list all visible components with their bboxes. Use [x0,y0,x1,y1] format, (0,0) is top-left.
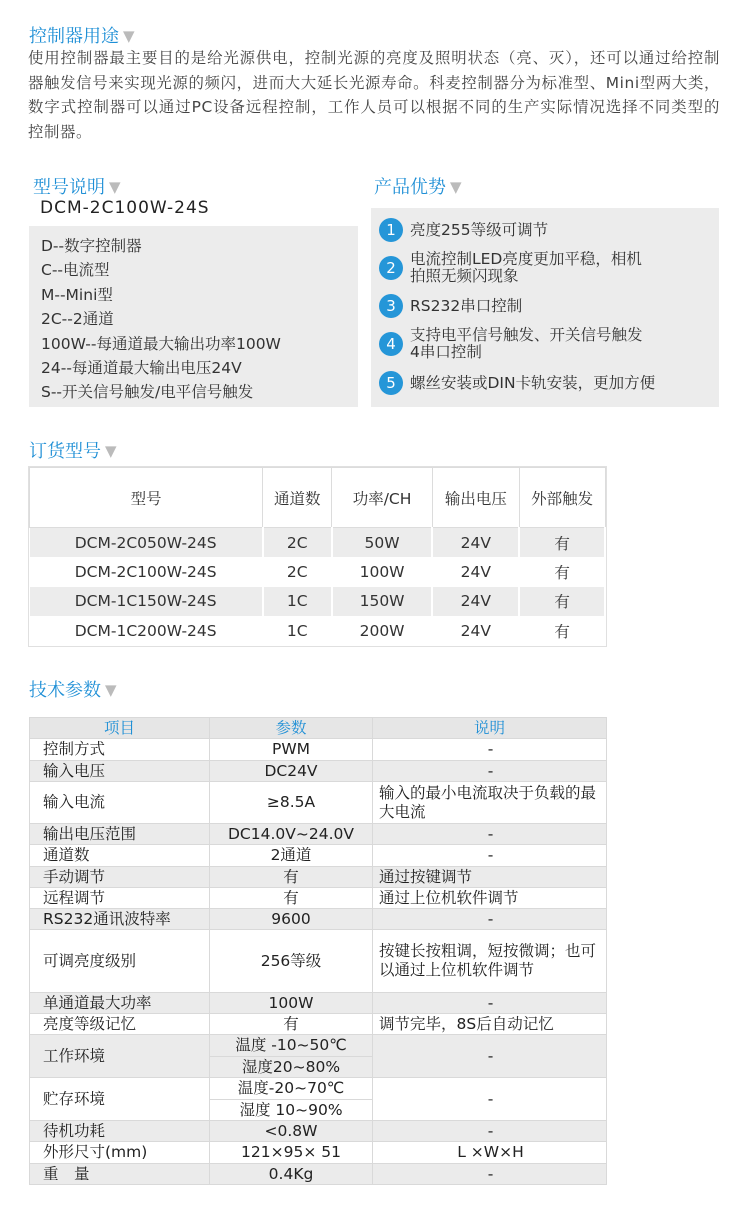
heading-text: 订货型号 [29,441,101,462]
param-value: 100W [210,993,373,1014]
table-row [30,557,606,587]
param-value: 温度 -10~50℃ [210,1035,373,1057]
table-row [30,739,607,761]
table-cell: 100W [332,557,433,587]
param-value: 有 [210,1014,373,1035]
param-note: 按键长按粗调，短按微调；也可以通过上位机软件调节 [373,930,607,993]
column-header: 输出电压 [432,468,519,528]
heading-text: 控制器用途 [29,26,119,47]
table-cell: DCM-1C150W-24S [30,587,263,617]
param-item: 输入电流 [30,782,210,824]
triangle-down-icon: ▼ [123,27,135,45]
model-code: DCM-2C100W-24S [40,198,210,218]
heading-text: 型号说明 [33,177,105,198]
table-cell: 有 [519,557,605,587]
advantage-text: RS232串口控制 [410,296,523,315]
advantage-item [379,294,522,318]
column-header: 说明 [373,718,607,739]
table-cell: 2C [263,557,332,587]
param-note: 通过按键调节 [373,867,607,888]
table-row [30,1078,607,1100]
table-row [30,930,607,993]
advantage-item [379,251,642,285]
advantage-text: 亮度255等级可调节 [410,220,549,239]
table-cell: 有 [519,528,605,558]
section-heading-order [29,437,117,463]
usage-paragraph: 使用控制器最主要目的是给光源供电，控制光源的亮度及照明状态（亮、灭），还可以通过给控制器触发信号来实现光源的频闪，进而大大延长光源寿命。科麦控制器分为标准型、Mini型两大类，数字式控制器可以通过PC设备远程控制，工作人员可以根据不同的生产实际情况选择不同类型的控制器。 [28,49,720,141]
triangle-down-icon: ▼ [105,442,117,460]
heading-text: 产品优势 [374,177,446,198]
param-item: 贮存环境 [30,1078,210,1121]
param-value: 256等级 [210,930,373,993]
table-cell: 24V [432,528,519,558]
table-cell: 2C [263,528,332,558]
advantage-item [379,371,655,395]
number-badge: 2 [379,256,403,280]
param-note: 通过上位机软件调节 [373,888,607,909]
param-note: - [373,845,607,867]
param-item: RS232通讯波特率 [30,909,210,930]
heading-text: 技术参数 [29,680,101,701]
section-heading-usage [29,22,135,48]
model-line: C--电流型 [41,261,110,280]
column-header: 功率/CH [332,468,433,528]
table-row [30,845,607,867]
model-explanation-panel [29,226,358,407]
triangle-down-icon: ▼ [450,178,462,196]
table-row [30,528,606,558]
param-value: ≥8.5A [210,782,373,824]
param-value: <0.8W [210,1121,373,1142]
table-cell: 150W [332,587,433,617]
table-cell: 24V [432,616,519,646]
table-row [30,587,606,617]
triangle-down-icon: ▼ [109,178,121,196]
order-table [29,467,606,646]
triangle-down-icon: ▼ [105,681,117,699]
param-value: PWM [210,739,373,761]
model-line: S--开关信号触发/电平信号触发 [41,383,254,402]
table-cell: 有 [519,587,605,617]
table-row [30,782,607,824]
table-cell: DCM-1C200W-24S [30,616,263,646]
model-line: 2C--2通道 [41,310,114,329]
table-cell: 50W [332,528,433,558]
table-row [30,761,607,782]
param-note: - [373,824,607,845]
param-item: 可调亮度级别 [30,930,210,993]
table-row [30,993,607,1014]
param-item: 外形尺寸(mm) [30,1142,210,1164]
table-cell: 24V [432,557,519,587]
param-value: 温度-20~70℃ [210,1078,373,1100]
param-note: L ×W×H [373,1142,607,1164]
param-value: 湿度20~80% [210,1057,373,1078]
param-item: 待机功耗 [30,1121,210,1142]
advantage-text: 支持电平信号触发、开关信号触发 4串口控制 [410,326,643,361]
param-value: 9600 [210,909,373,930]
param-note: 调节完毕，8S后自动记忆 [373,1014,607,1035]
param-value: DC24V [210,761,373,782]
number-badge: 4 [379,332,403,356]
param-value: 121×95× 51 [210,1142,373,1164]
section-heading-model [33,173,121,199]
table-cell: 1C [263,587,332,617]
param-item: 通道数 [30,845,210,867]
advantages-panel [371,208,719,407]
column-header: 项目 [30,718,210,739]
param-note: - [373,1164,607,1185]
param-note: - [373,909,607,930]
column-header: 型号 [30,468,263,528]
table-cell: 1C [263,616,332,646]
model-line: D--数字控制器 [41,237,142,255]
param-item: 重 量 [30,1164,210,1185]
param-item: 远程调节 [30,888,210,909]
param-value: 0.4Kg [210,1164,373,1185]
advantage-item [379,327,643,361]
tech-table [29,717,607,1185]
param-note: - [373,1035,607,1078]
section-heading-tech [29,676,117,702]
number-badge: 1 [379,218,403,242]
table-header-row [30,468,606,528]
param-value: 有 [210,867,373,888]
table-row [30,616,606,646]
table-cell: 24V [432,587,519,617]
number-badge: 3 [379,294,403,318]
table-row [30,909,607,930]
advantage-text: 电流控制LED亮度更加平稳，相机 拍照无频闪现象 [410,250,642,285]
param-value: 2通道 [210,845,373,867]
table-cell: DCM-2C050W-24S [30,528,263,558]
param-item: 手动调节 [30,867,210,888]
param-note: - [373,761,607,782]
table-row [30,1121,607,1142]
table-row [30,1014,607,1035]
table-cell: 有 [519,616,605,646]
table-row [30,1164,607,1185]
model-line: M--Mini型 [41,285,113,304]
param-item: 单通道最大功率 [30,993,210,1014]
column-header: 通道数 [263,468,332,528]
param-item: 亮度等级记忆 [30,1014,210,1035]
table-row [30,824,607,845]
advantage-item [379,218,548,242]
table-row [30,1142,607,1164]
table-cell: 200W [332,616,433,646]
param-item: 输入电压 [30,761,210,782]
section-heading-advantages [374,173,462,199]
model-line: 100W--每通道最大输出功率100W [41,334,281,353]
column-header: 外部触发 [519,468,605,528]
param-value: 有 [210,888,373,909]
param-item: 工作环境 [30,1035,210,1078]
model-line: 24--每通道最大输出电压24V [41,359,242,378]
table-header-row [30,718,607,739]
param-note: - [373,993,607,1014]
param-value: 湿度 10~90% [210,1100,373,1121]
table-row [30,867,607,888]
column-header: 参数 [210,718,373,739]
table-row [30,1035,607,1057]
advantage-text: 螺丝安装或DIN卡轨安装，更加方便 [410,373,656,392]
param-value: DC14.0V~24.0V [210,824,373,845]
number-badge: 5 [379,371,403,395]
param-note: - [373,1078,607,1121]
table-cell: DCM-2C100W-24S [30,557,263,587]
param-item: 控制方式 [30,739,210,761]
param-item: 输出电压范围 [30,824,210,845]
param-note: - [373,1121,607,1142]
table-row [30,888,607,909]
param-note: - [373,739,607,761]
param-note: 输入的最小电流取决于负载的最大电流 [373,782,607,824]
